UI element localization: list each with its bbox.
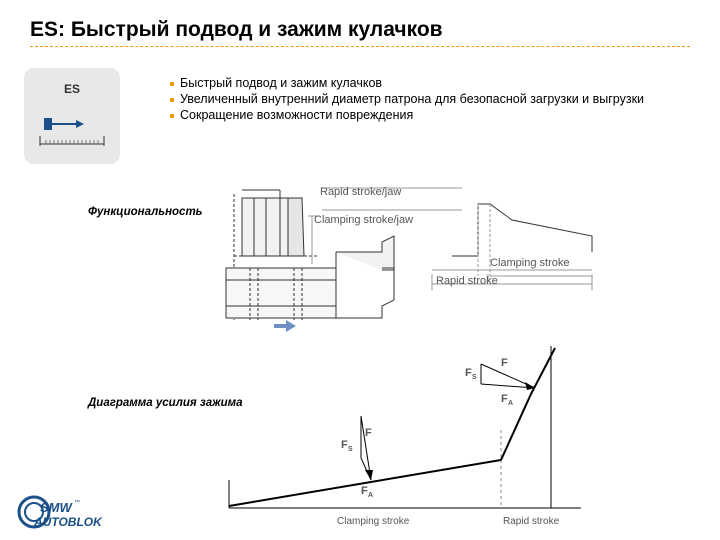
logo-trademark: ™ — [74, 500, 80, 506]
page-title: ES: Быстрый подвод и зажим кулачков — [30, 18, 443, 41]
upper-fs-label: F — [465, 367, 472, 379]
bullet-item: Увеличенный внутренний диаметр патрона для безопасной загрузки и выгрузки — [170, 92, 670, 107]
lower-fs-subscript: S — [348, 446, 353, 453]
es-tile-label: ES — [63, 82, 80, 96]
upper-fa-subscript: A — [508, 400, 514, 407]
rapid-stroke-label: Rapid stroke — [436, 275, 498, 287]
feature-bullets — [170, 76, 670, 124]
title-divider — [30, 46, 690, 47]
logo-line1: SMW — [40, 500, 72, 515]
logo-line2: AUTOBLOK — [34, 515, 102, 529]
lower-fs-label: F — [341, 439, 348, 451]
lower-fa-subscript: A — [368, 492, 374, 499]
es-feature-tile — [24, 68, 120, 164]
functionality-label: Функциональность — [88, 206, 203, 218]
force-diagram — [225, 340, 585, 530]
force-diagram-label: Диаграмма усилия зажима — [88, 397, 243, 409]
upper-fs-subscript: S — [472, 374, 477, 381]
functionality-diagram — [222, 180, 622, 340]
upper-fa-label: F — [501, 393, 508, 405]
x-label-clamping-stroke: Clamping stroke — [337, 516, 410, 527]
smw-autoblok-logo — [16, 494, 112, 530]
lower-fa-label: F — [361, 485, 368, 497]
clamping-stroke-label: Clamping stroke — [490, 257, 570, 269]
lower-f-label: F — [365, 427, 372, 439]
upper-f-label: F — [501, 357, 508, 369]
bullet-item: Быстрый подвод и зажим кулачков — [170, 76, 670, 91]
bullet-item: Сокращение возможности повреждения — [170, 108, 670, 123]
clamping-stroke-jaw-label: Clamping stroke/jaw — [314, 214, 414, 226]
x-label-rapid-stroke: Rapid stroke — [503, 516, 560, 527]
rapid-stroke-jaw-label: Rapid stroke/jaw — [320, 186, 402, 198]
rapid-stroke-icon — [24, 68, 120, 164]
